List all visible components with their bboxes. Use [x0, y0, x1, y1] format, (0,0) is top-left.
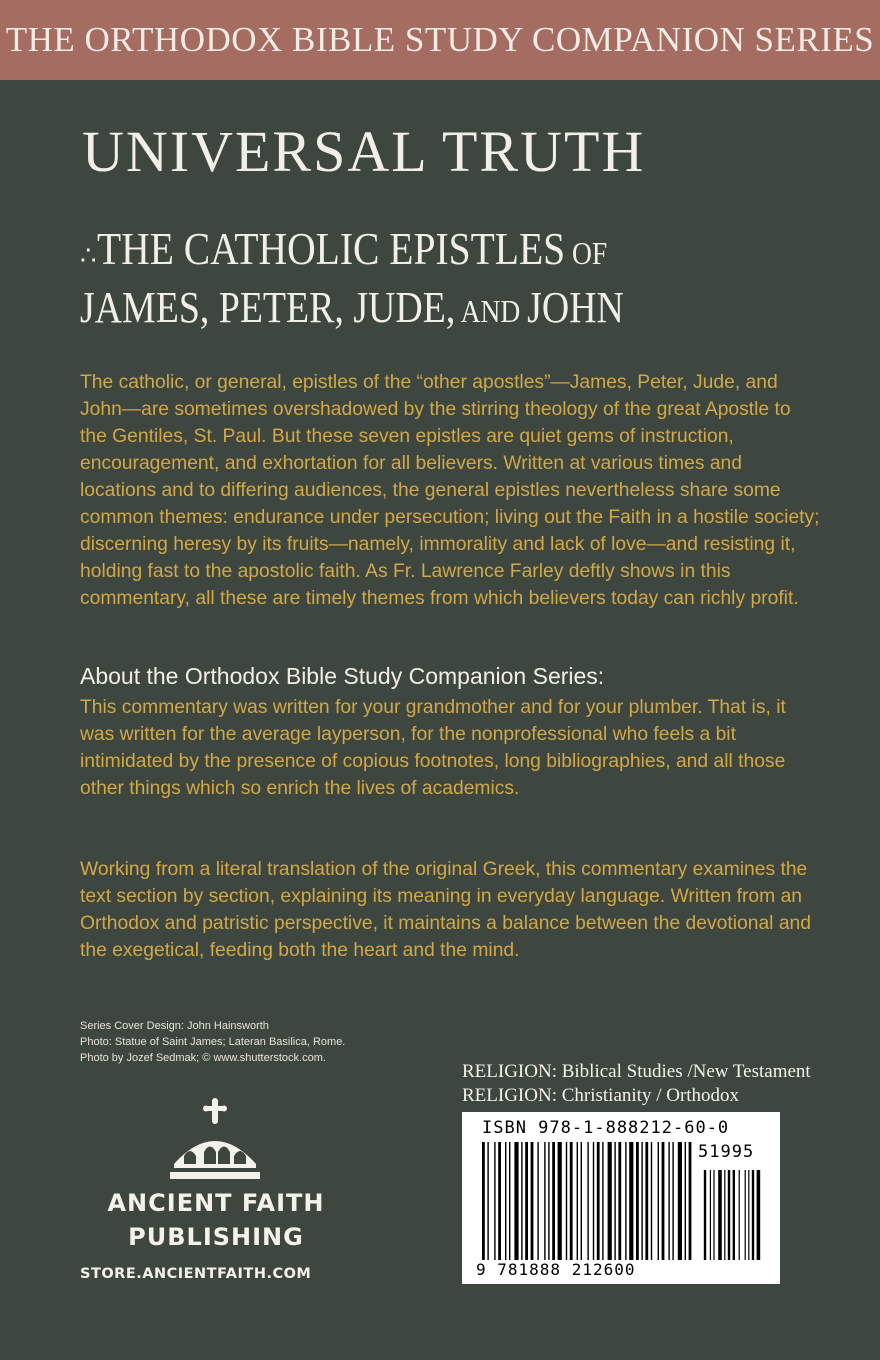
category-value: Christianity / Orthodox: [556, 1085, 740, 1106]
category-line-1: [462, 1061, 811, 1083]
about-paragraph-1: This commentary was written for your grandmother and for your plumber. That is, it was written for the average layperson, for the nonprofessional who feels a bit intimidated by the presence of copious footnotes, long bibliographies, and all those other things which so enrich the lives of academics.: [80, 697, 786, 799]
barcode-stripe: [487, 1142, 488, 1260]
barcode-stripe: [544, 1142, 545, 1260]
barcode-stripe: [672, 1142, 673, 1260]
category-label: RELIGION:: [462, 1085, 557, 1106]
barcode-stripe: [482, 1142, 485, 1260]
about-paragraph-2: Working from a literal translation of the original Greek, this commentary examines the text section by section, explaining its meaning in everyday language. Written from an Orthodox and patristic perspective, it maintains a balance between the devotional and the exegetical, feeding both the heart and the mind.: [80, 859, 811, 961]
barcode-stripe: [577, 1142, 578, 1260]
barcode-stripe: [748, 1170, 749, 1260]
barcode-stripe: [658, 1142, 659, 1260]
barcode-stripe: [745, 1170, 746, 1260]
barcode-stripe: [625, 1142, 626, 1260]
subtitle-of: OF: [564, 235, 607, 271]
church-dome-cross-icon: [170, 1098, 260, 1183]
photo-credits: [80, 1018, 345, 1066]
barcode-stripe: [645, 1142, 648, 1260]
barcode-stripe: [724, 1170, 725, 1260]
subtitle-main: [97, 222, 607, 275]
ornament-glyph: ∴: [80, 241, 97, 270]
barcode-stripe: [685, 1142, 686, 1260]
barcode-stripe: [514, 1142, 518, 1260]
barcode-stripe: [597, 1142, 600, 1260]
barcode-stripe: [629, 1142, 633, 1260]
barcode-stripe: [494, 1142, 495, 1260]
barcode-stripe: [570, 1142, 573, 1260]
barcode-stripe: [558, 1142, 562, 1260]
publisher-name: [80, 1186, 352, 1254]
credit-line: Series Cover Design: John Hainsworth: [80, 1020, 269, 1032]
barcode-stripe: [548, 1142, 549, 1260]
price-code: 51995: [698, 1142, 755, 1162]
barcode-stripe: [531, 1142, 534, 1260]
barcode-number: 9 781888 212600: [476, 1260, 636, 1279]
barcode-stripe: [636, 1142, 639, 1260]
barcode-stripe: [678, 1142, 682, 1260]
subtitle-line-2: [80, 282, 624, 333]
category-label: RELIGION:: [462, 1061, 557, 1082]
barcode-stripe: [713, 1170, 714, 1260]
barcode-stripe: [498, 1142, 501, 1260]
subtitle-catholic-epistles: THE CATHOLIC EPISTLES: [96, 223, 565, 274]
subtitle-john: JOHN: [527, 283, 624, 332]
publisher-name-line-2: PUBLISHING: [128, 1223, 304, 1251]
barcode-stripe: [757, 1170, 761, 1260]
subtitle-names: JAMES, PETER, JUDE,: [80, 283, 456, 332]
about-heading: About the Orthodox Bible Study Companion Series:: [80, 663, 605, 689]
barcode-stripe: [704, 1170, 706, 1260]
barcode-stripe: [662, 1142, 665, 1260]
category-line-2: [462, 1085, 739, 1107]
barcode-stripe: [552, 1142, 555, 1260]
category-value: Biblical Studies /New Testament: [556, 1061, 811, 1082]
subtitle-line-1: [80, 222, 690, 275]
subtitle-and: AND: [455, 293, 528, 329]
barcode-stripe: [641, 1142, 642, 1260]
barcode-stripe: [566, 1142, 567, 1260]
barcode-stripe: [537, 1142, 538, 1260]
barcode-stripe: [668, 1142, 669, 1260]
barcode-stripe: [733, 1170, 735, 1260]
barcode-stripe: [739, 1170, 740, 1260]
barcode-stripe: [728, 1170, 730, 1260]
barcode-stripe: [581, 1142, 582, 1260]
store-url: STORE.ANCIENTFAITH.COM: [80, 1266, 312, 1282]
series-banner: THE ORTHODOX BIBLE STUDY COMPANION SERIES: [0, 0, 880, 80]
barcode-stripe: [752, 1170, 754, 1260]
book-title: UNIVERSAL TRUTH: [82, 119, 646, 184]
barcode-stripe: [593, 1142, 594, 1260]
barcode-stripe: [602, 1142, 603, 1260]
barcode-stripe: [618, 1142, 621, 1260]
barcode-stripe: [718, 1170, 722, 1260]
barcode-stripe: [509, 1142, 510, 1260]
barcode-stripe: [651, 1142, 652, 1260]
publisher-name-line-1: ANCIENT FAITH: [107, 1189, 325, 1217]
barcode-stripe: [521, 1142, 522, 1260]
barcode: [462, 1112, 780, 1284]
credit-line: Photo: Statue of Saint James; Lateran Basilica, Rome.: [80, 1036, 346, 1048]
barcode-stripe: [587, 1142, 588, 1260]
barcode-stripe: [614, 1142, 615, 1260]
description-paragraph: The catholic, or general, epistles of the “other apostles”—James, Peter, Jude, and John—are sometimes overshadowed by the stirring theology of the great Apostle to the Gentiles, St. Paul. But these seven epistles are quiet gems of instruction, encouragement, and exhortation for all believers. Written at various times and locations and to differing audiences, the general epistles nevertheless share some common themes: endurance under persecution; living out the Faith in a hostile society; discerning heresy by its fruits—namely, immorality and lack of love—and resisting it, holding fast to the apostolic faith. As Fr. Lawrence Farley deftly shows in this commentary, all these are timely themes from which believers today can richly profit.: [80, 372, 820, 609]
barcode-stripe: [608, 1142, 612, 1260]
barcode-stripe: [505, 1142, 506, 1260]
barcode-stripe: [525, 1142, 528, 1260]
barcode-stripe: [689, 1142, 692, 1260]
barcode-stripe: [710, 1170, 711, 1260]
credit-line: Photo by Jozef Sedmak; © www.shutterstock.com.: [80, 1052, 326, 1064]
isbn-text: ISBN 978-1-888212-60-0: [482, 1118, 730, 1138]
